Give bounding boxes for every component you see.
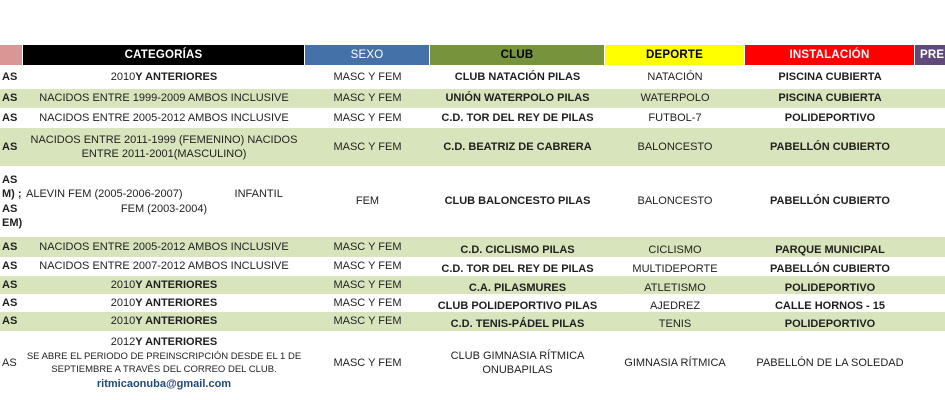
left-fragment-line: AS — [2, 202, 18, 215]
cell-precio-clipped — [915, 128, 945, 166]
cell-sexo: MASC Y FEM — [333, 70, 402, 83]
cell-instalacion — [745, 237, 915, 257]
left-fragment-line: AS — [2, 92, 18, 105]
left-fragment-line: AS — [2, 70, 18, 83]
registration-table — [0, 45, 945, 395]
cell-deporte — [605, 65, 745, 89]
deporte-text: WATERPOLO — [640, 92, 710, 105]
categoria-line — [26, 351, 302, 377]
categoria-text: Y ANTERIORES — [135, 335, 218, 348]
cell-left-fragment — [0, 65, 23, 89]
categoria-text: FEM (2003-2004) — [120, 202, 208, 215]
categoria-text: Y ANTERIORES — [135, 278, 218, 291]
left-fragment-line: EM) — [2, 216, 23, 229]
cell-deporte — [605, 237, 745, 257]
categoria-line — [26, 240, 302, 254]
table-row — [0, 237, 945, 257]
cell-categoria — [23, 276, 305, 294]
categoria-text: INFANTIL — [234, 188, 283, 201]
left-fragment-line: AS — [2, 111, 18, 124]
cell-sexo: MASC Y FEM — [333, 140, 402, 153]
table-row — [0, 331, 945, 395]
cell-instalacion — [745, 128, 915, 166]
categoria-text: NACIDOS ENTRE 2005-2012 AMBOS INCLUSIVE — [39, 111, 289, 124]
cell-club — [430, 166, 605, 237]
table-row — [0, 65, 945, 89]
cell-precio-clipped — [915, 89, 945, 108]
deporte-text: ATLETISMO — [644, 281, 706, 294]
club-text: C.D. TOR DEL REY DE PILAS — [441, 111, 594, 124]
instalacion-text: PABELLÓN DE LA SOLEDAD — [756, 356, 904, 369]
cell-categoria — [23, 128, 305, 166]
cell-left-fragment — [0, 108, 23, 128]
cell-categoria — [23, 108, 305, 128]
cell-instalacion — [745, 166, 915, 237]
cell-categoria — [23, 65, 305, 89]
cell-sexo: FEM — [355, 195, 380, 208]
categoria-text: NACIDOS ENTRE 2005-2012 AMBOS INCLUSIVE — [39, 240, 289, 253]
cell-deporte — [605, 276, 745, 294]
cell-club — [430, 128, 605, 166]
cell-precio-clipped — [915, 166, 945, 237]
categoria-text: 2012 — [110, 335, 136, 348]
club-text: CLUB BALONCESTO PILAS — [444, 195, 591, 208]
cell-left-fragment — [0, 312, 23, 331]
cell-left-fragment — [0, 166, 23, 237]
cell-instalacion — [745, 89, 915, 108]
categoria-text: NACIDOS ENTRE 2007-2012 AMBOS INCLUSIVE — [39, 260, 289, 273]
deporte-text: GIMNASIA RÍTMICA — [624, 356, 726, 369]
left-fragment-line: AS — [2, 140, 18, 153]
cell-left-fragment — [0, 294, 23, 312]
instalacion-text: POLIDEPORTIVO — [784, 318, 876, 331]
table-row — [0, 128, 945, 166]
deporte-text: MULTIDEPORTE — [632, 263, 718, 276]
categoria-text: Y ANTERIORES — [135, 296, 218, 309]
cell-categoria — [23, 89, 305, 108]
cell-club — [430, 257, 605, 276]
categoria-line — [26, 377, 302, 391]
cell-left-fragment — [0, 331, 23, 395]
table-row — [0, 89, 945, 108]
instalacion-text: PABELLÓN CUBIERTO — [770, 195, 890, 208]
table-header-row — [0, 45, 945, 65]
instalacion-text: PISCINA CUBIERTA — [778, 70, 882, 83]
categoria-text: Y ANTERIORES — [135, 315, 218, 328]
categoria-line — [26, 335, 302, 349]
header-left-stub — [0, 45, 23, 65]
instalacion-text: PABELLÓN CUBIERTO — [770, 140, 890, 153]
categoria-text: 2010 — [110, 296, 136, 309]
deporte-text: BALONCESTO — [637, 140, 713, 153]
cell-instalacion — [745, 294, 915, 312]
left-fragment-line: AS — [2, 356, 17, 369]
cell-instalacion — [745, 312, 915, 331]
categoria-line — [26, 259, 302, 273]
left-fragment-line: AS — [2, 315, 18, 328]
header-cell-precio_clipped: PRE — [915, 45, 945, 65]
header-cell-sexo: SEXO — [305, 45, 430, 65]
cell-precio-clipped — [915, 276, 945, 294]
cell-sexo: MASC Y FEM — [333, 278, 402, 291]
cell-precio-clipped — [915, 237, 945, 257]
cell-instalacion — [745, 108, 915, 128]
club-text: CLUB GIMNASIA RÍTMICA ONUBAPILAS — [450, 349, 585, 376]
instalacion-text: PARQUE MUNICIPAL — [775, 243, 885, 256]
table-row — [0, 166, 945, 237]
categoria-text: NACIDOS ENTRE 1999-2009 AMBOS INCLUSIVE — [39, 92, 289, 105]
table-row — [0, 312, 945, 331]
cell-sexo: MASC Y FEM — [333, 296, 402, 309]
club-text: C.D. BEATRIZ DE CABRERA — [443, 140, 592, 153]
cell-precio-clipped — [915, 257, 945, 276]
club-text: UNIÓN WATERPOLO PILAS — [445, 92, 590, 105]
cell-sexo: MASC Y FEM — [333, 315, 402, 328]
header-cell-categorias: CATEGORÍAS — [23, 45, 305, 65]
left-fragment-line: AS — [2, 278, 18, 291]
deporte-text: NATACIÓN — [647, 70, 703, 83]
left-fragment-line: AS — [2, 173, 18, 186]
cell-sexo: MASC Y FEM — [333, 92, 402, 105]
cell-club — [430, 65, 605, 89]
deporte-text: FUTBOL-7 — [648, 111, 702, 124]
email-text: ritmicaonuba@gmail.com — [96, 377, 232, 390]
table-row — [0, 108, 945, 128]
header-cell-club: CLUB — [430, 45, 605, 65]
categoria-line — [26, 187, 302, 201]
cell-club — [430, 331, 605, 395]
instalacion-text: POLIDEPORTIVO — [784, 281, 876, 294]
cell-club — [430, 108, 605, 128]
cell-club — [430, 312, 605, 331]
header-cell-deporte: DEPORTE — [605, 45, 745, 65]
cell-precio-clipped — [915, 312, 945, 331]
cell-deporte — [605, 108, 745, 128]
cell-club — [430, 276, 605, 294]
categoria-line — [26, 314, 302, 328]
cell-instalacion — [745, 257, 915, 276]
categoria-line — [26, 296, 302, 310]
cell-left-fragment — [0, 89, 23, 108]
cell-sexo: MASC Y FEM — [333, 260, 402, 273]
cell-deporte — [605, 128, 745, 166]
cell-instalacion — [745, 276, 915, 294]
cell-instalacion — [745, 65, 915, 89]
instalacion-text: PISCINA CUBIERTA — [778, 92, 882, 105]
cell-sexo: MASC Y FEM — [333, 111, 402, 124]
cell-categoria — [23, 294, 305, 312]
cell-deporte — [605, 166, 745, 237]
cell-left-fragment — [0, 257, 23, 276]
cell-club — [430, 89, 605, 108]
left-fragment-line: AS — [2, 240, 18, 253]
categoria-line — [26, 70, 302, 84]
cell-precio-clipped — [915, 65, 945, 89]
cell-precio-clipped — [915, 294, 945, 312]
instalacion-text: POLIDEPORTIVO — [784, 111, 876, 124]
cell-categoria — [23, 166, 305, 237]
cell-club — [430, 294, 605, 312]
categoria-text: 2010 — [110, 70, 136, 83]
club-text: C.D. CICLISMO PILAS — [460, 243, 575, 256]
cell-left-fragment — [0, 128, 23, 166]
table-row — [0, 257, 945, 276]
cell-sexo: MASC Y FEM — [333, 356, 402, 369]
header-cell-instalacion: INSTALACIÓN — [745, 45, 915, 65]
cell-left-fragment — [0, 237, 23, 257]
categoria-line — [26, 111, 302, 125]
deporte-text: BALONCESTO — [637, 195, 713, 208]
cell-sexo: MASC Y FEM — [333, 240, 402, 253]
club-text: C.D. TOR DEL REY DE PILAS — [441, 263, 594, 276]
cell-categoria — [23, 237, 305, 257]
categoria-line — [26, 91, 302, 105]
cell-left-fragment — [0, 276, 23, 294]
cell-deporte — [605, 294, 745, 312]
cell-club — [430, 237, 605, 257]
club-text: CLUB POLIDEPORTIVO PILAS — [437, 299, 598, 312]
deporte-text: AJEDREZ — [649, 299, 701, 312]
cell-deporte — [605, 257, 745, 276]
cell-categoria — [23, 312, 305, 331]
cell-deporte — [605, 312, 745, 331]
cell-precio-clipped — [915, 108, 945, 128]
left-fragment-line: M) ; — [2, 188, 22, 201]
instalacion-text: CALLE HORNOS - 15 — [774, 299, 885, 312]
instalacion-text: PABELLÓN CUBIERTO — [770, 263, 890, 276]
deporte-text: CICLISMO — [648, 243, 702, 256]
deporte-text: TENIS — [658, 318, 692, 331]
left-fragment-line: AS — [2, 296, 18, 309]
club-text: C.D. TENIS-PÁDEL PILAS — [450, 318, 585, 331]
categoria-text: SE ABRE EL PERIODO DE PREINSCRIPCIÓN DESDE EL 1 DE SEPTIEMBRE A TRAVÉS DEL CORREO DEL CLUB. — [26, 351, 302, 375]
categoria-text: ALEVIN FEM (2005-2006-2007) — [26, 188, 183, 201]
categoria-line — [26, 202, 302, 216]
cell-categoria — [23, 331, 305, 395]
categoria-text: Y ANTERIORES — [135, 70, 218, 83]
categoria-line — [26, 278, 302, 292]
left-fragment-line: AS — [2, 260, 18, 273]
table-row — [0, 276, 945, 294]
cell-instalacion — [745, 331, 915, 395]
table-row — [0, 294, 945, 312]
cell-deporte — [605, 331, 745, 395]
club-text: C.A. PILASMURES — [468, 281, 567, 294]
categoria-text: 2010 — [110, 315, 136, 328]
cell-precio-clipped — [915, 331, 945, 395]
categoria-line — [26, 133, 302, 162]
categoria-text: 2010 — [110, 278, 136, 291]
club-text: CLUB NATACIÓN PILAS — [454, 70, 581, 83]
cell-categoria — [23, 257, 305, 276]
categoria-text: NACIDOS ENTRE 2011-1999 (FEMENINO) NACIDOS ENTRE 2011-2001(MASCULINO) — [30, 133, 298, 160]
cell-deporte — [605, 89, 745, 108]
